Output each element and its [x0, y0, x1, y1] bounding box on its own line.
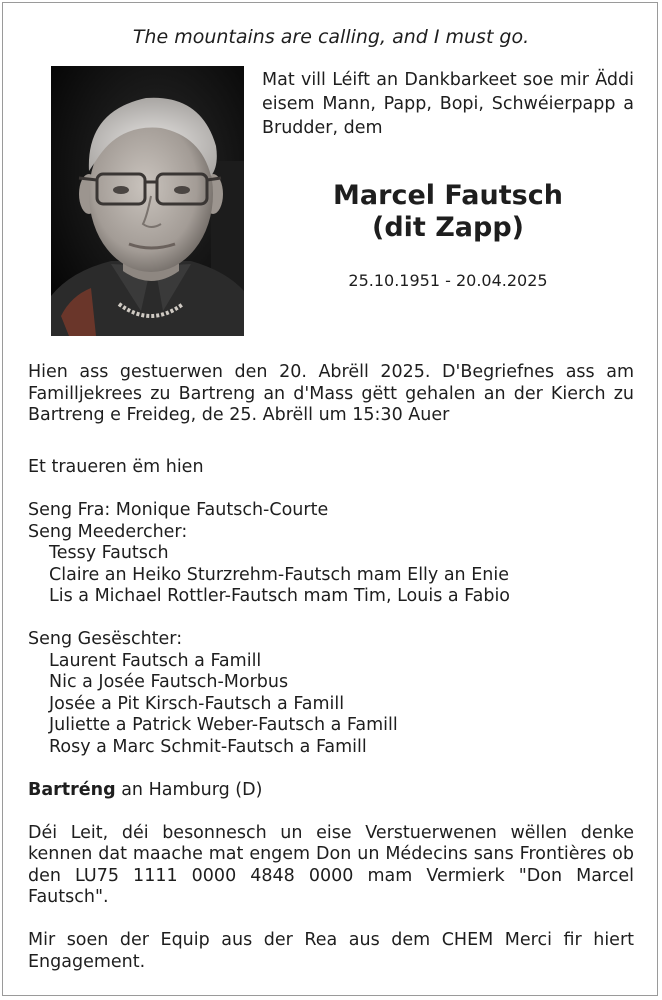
- name-block: [262, 180, 634, 292]
- sibling-item: Nic a Josée Fautsch-Morbus: [49, 672, 289, 692]
- daughter-item: Tessy Fautsch: [49, 543, 169, 563]
- sibling-item: Josée a Pit Kirsch-Fautsch a Famill: [49, 693, 345, 714]
- location-place: Bartréng: [28, 779, 116, 800]
- siblings-label: Seng Gesëschter:: [28, 629, 183, 649]
- daughter-item: Claire an Heiko Sturzrehm-Fautsch mam Elly an Enie: [49, 564, 509, 585]
- deceased-nickname: (dit Zapp): [371, 212, 525, 243]
- sibling-item: Juliette a Patrick Weber-Fautsch a Famill: [49, 715, 398, 735]
- motto: The mountains are calling, and I must go.: [132, 26, 530, 48]
- wife-line: Seng Fra: Monique Fautsch-Courte: [28, 500, 329, 520]
- location-rest: an Hamburg (D): [115, 779, 263, 800]
- daughter-item: Lis a Michael Rottler-Fautsch mam Tim, Louis a Fabio: [49, 586, 511, 606]
- portrait-photo: [51, 66, 244, 336]
- location-line: [28, 780, 634, 802]
- intro-text: Mat vill Léift an Dankbarkeet soe mir Äddi eisem Mann, Papp, Bopi, Schwéierpapp a Brudder, dem: [262, 70, 634, 138]
- life-dates: 25.10.1951 - 20.04.2025: [348, 271, 548, 290]
- donation-text: Déi Leit, déi besonnesch un eise Verstuerwenen wëllen denke kennen dat maache mat engem Don un Médecins sans Frontières ob den LU75 1111 0000 4848 0000 mam Vermierk "Don Marcel Fautsch".: [28, 822, 634, 907]
- sibling-item: Rosy a Marc Schmit-Fautsch a Famill: [49, 736, 367, 757]
- deceased-name: Marcel Fautsch: [333, 180, 563, 211]
- obituary-body: [28, 362, 634, 973]
- announcement-text: Hien ass gestuerwen den 20. Abrëll 2025. D'Begriefnes ass am Familljekrees zu Bartreng an d'Mass gëtt gehalen an der Kierch zu Bartreng e Freideg, de 25. Abrëll um 15:30 Auer: [28, 362, 634, 425]
- daughters-label: Seng Meedercher:: [28, 521, 188, 542]
- mourning-intro: Et traueren ëm hien: [28, 457, 204, 477]
- sibling-item: Laurent Fautsch a Famill: [49, 650, 262, 671]
- thanks-text: Mir soen der Equip aus der Rea aus dem CHEM Merci fir hiert Engagement.: [28, 930, 634, 972]
